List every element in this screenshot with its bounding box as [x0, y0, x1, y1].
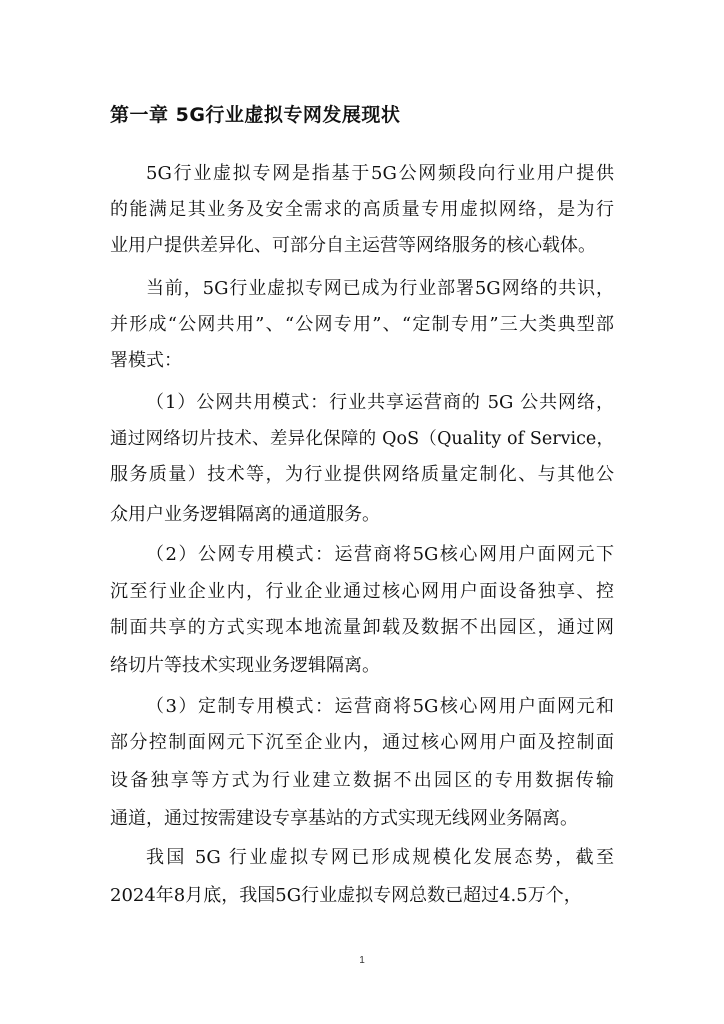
- paragraph-line: 服务质量）技术等，为行业提供网络质量定制化、与其他公: [110, 464, 614, 485]
- paragraph-line: 通道，通过按需建设专享基站的方式实现无线网业务隔离。: [110, 808, 578, 829]
- paragraph-line: 当前，5G行业虚拟专网已成为行业部署5G网络的共识，: [146, 278, 614, 299]
- paragraph-line: 通过网络切片技术、差异化保障的 QoS（Quality of Service，: [110, 429, 614, 449]
- paragraph-line: （3）定制专用模式：运营商将5G核心网用户面网元和: [146, 696, 614, 717]
- paragraph-line: 设备独享等方式为行业建立数据不出园区的专用数据传输: [110, 770, 614, 791]
- paragraph-line: 5G行业虚拟专网是指基于5G公网频段向行业用户提供: [146, 163, 614, 184]
- paragraph-line: 众用户业务逻辑隔离的通道服务。: [110, 504, 380, 525]
- paragraph-line: 的能满足其业务及安全需求的高质量专用虚拟网络，是为行: [110, 199, 614, 220]
- chapter-heading: 第一章 5G行业虚拟专网发展现状: [110, 104, 401, 126]
- paragraph-line: 部分控制面网元下沉至企业内，通过核心网用户面及控制面: [110, 732, 614, 753]
- paragraph-line: 络切片等技术实现业务逻辑隔离。: [110, 655, 380, 676]
- paragraph-line: （1）公网共用模式：行业共享运营商的 5G 公共网络，: [146, 392, 614, 413]
- paragraph-line: 署模式：: [110, 350, 182, 371]
- paragraph-line: 沉至行业企业内，行业企业通过核心网用户面设备独享、控: [110, 581, 614, 602]
- paragraph-line: （2）公网专用模式：运营商将5G核心网用户面网元下: [146, 544, 614, 565]
- paragraph-line: 并形成“公网共用”、“公网专用”、“定制专用”三大类典型部: [110, 314, 614, 335]
- paragraph-line: 业用户提供差异化、可部分自主运营等网络服务的核心载体。: [110, 235, 596, 256]
- page-number: 1: [359, 955, 365, 966]
- paragraph-line: 制面共享的方式实现本地流量卸载及数据不出园区，通过网: [110, 617, 614, 638]
- paragraph-line: 2024年8月底，我国5G行业虚拟专网总数已超过4.5万个，: [110, 885, 582, 906]
- paragraph-line: 我国 5G 行业虚拟专网已形成规模化发展态势，截至: [146, 847, 614, 868]
